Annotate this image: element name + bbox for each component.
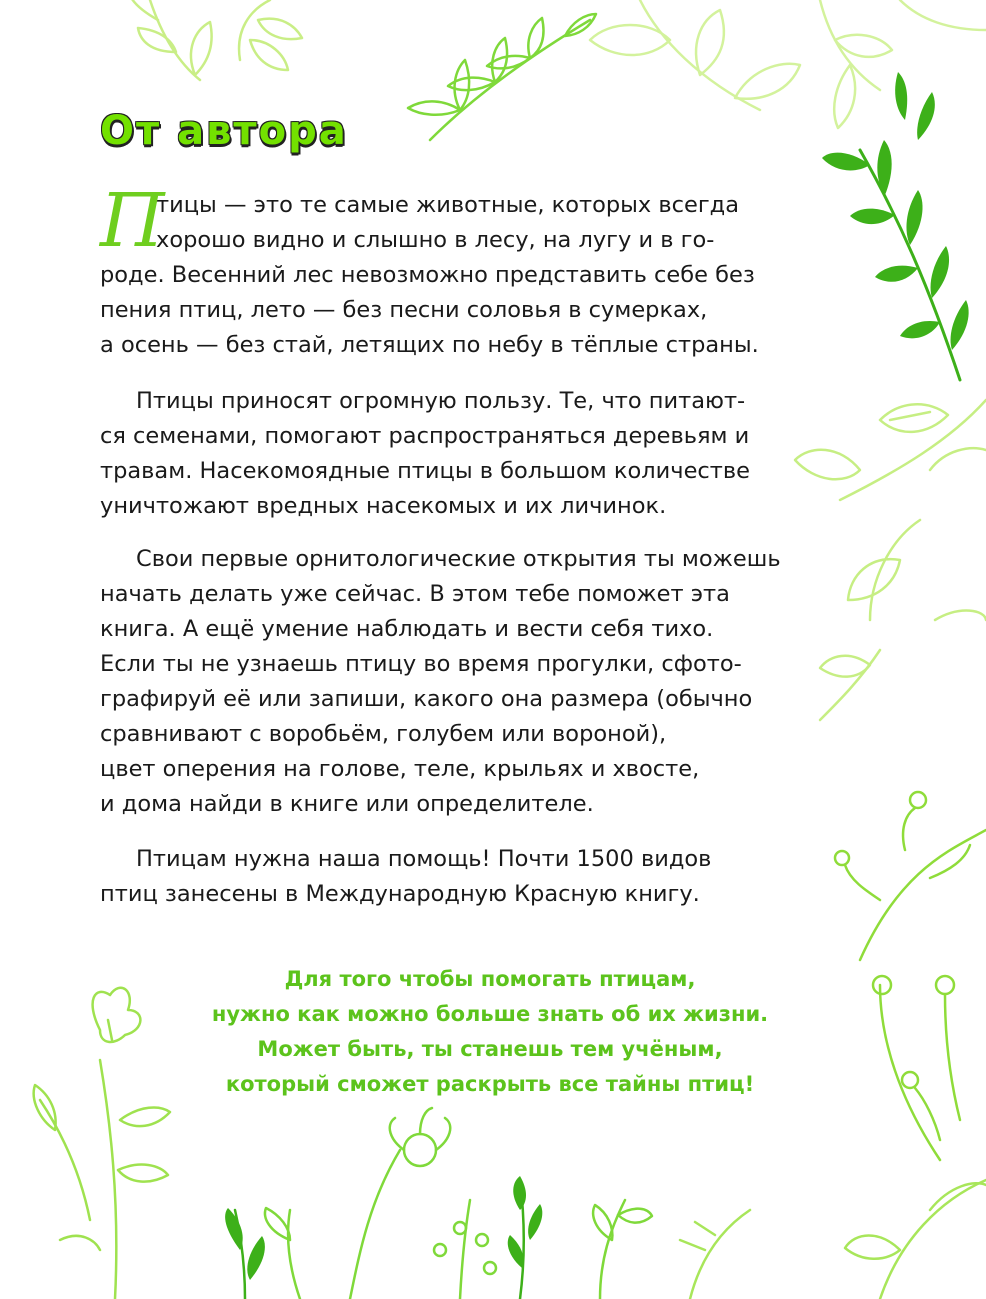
text-line: тицы — это те самые животные, которых всегда [156,192,740,218]
paragraph-discoveries [100,542,820,822]
text-line: травам. Насекомоядные птицы в большом количестве [100,458,751,484]
text-line: начать делать уже сейчас. В этом тебе поможет эта [100,581,730,607]
closing-line: Может быть, ты станешь тем учёным, [257,1037,723,1061]
top-branch-icon [408,14,596,140]
page-title: От автора [100,108,348,154]
text-line: Свои первые орнитологические открытия ты можешь [136,546,781,572]
closing-message [120,962,860,1102]
text-line: уничтожают вредных насекомых и их личинок. [100,493,667,519]
text-line: книга. А ещё умение наблюдать и вести себя тихо. [100,616,714,642]
top-left-leaves-icon [128,0,302,80]
text-line: Птицам нужна наша помощь! Почти 1500 видов [136,846,712,872]
text-line: цвет оперения на голове, теле, крыльях и хвосте, [100,756,700,782]
text-line: графируй её или запиши, какого она размера (обычно [100,686,753,712]
drop-cap: П [100,178,165,264]
text-line: птиц занесены в Международную Красную книгу. [100,881,700,907]
text-line: Птицы приносят огромную пользу. Те, что питают- [136,388,746,414]
paragraph-benefits [100,384,820,524]
bottom-center-flower-icon [265,1108,652,1299]
closing-line: нужно как можно больше знать об их жизни. [211,1002,769,1026]
text-line: роде. Весенний лес невозможно представить себе без [100,262,755,288]
text-line: ся семенами, помогают распространяться деревьям и [100,423,750,449]
text-line: Если ты не узнаешь птицу во время прогулки, сфото- [100,651,742,677]
closing-line: который сможет раскрыть все тайны птиц! [225,1072,755,1096]
text-line: пения птиц, лето — без песни соловья в сумерках, [100,297,708,323]
bottom-right-leaves-icon [680,1180,986,1299]
right-dark-leaves-icon [822,72,969,350]
text-line: хорошо видно и слышно в лесу, на лугу и в го- [156,227,715,253]
paragraph-red-book [100,842,820,912]
paragraph-intro [100,178,820,363]
text-line: а осень — без стай, летящих по небу в тёплые страны. [100,332,759,358]
right-light-leaves-icon [795,400,986,720]
closing-line: Для того чтобы помогать птицам, [284,967,696,991]
text-line: и дома найди в книге или определителе. [100,791,594,817]
text-line: сравнивают с воробьём, голубем или вороной), [100,721,667,747]
